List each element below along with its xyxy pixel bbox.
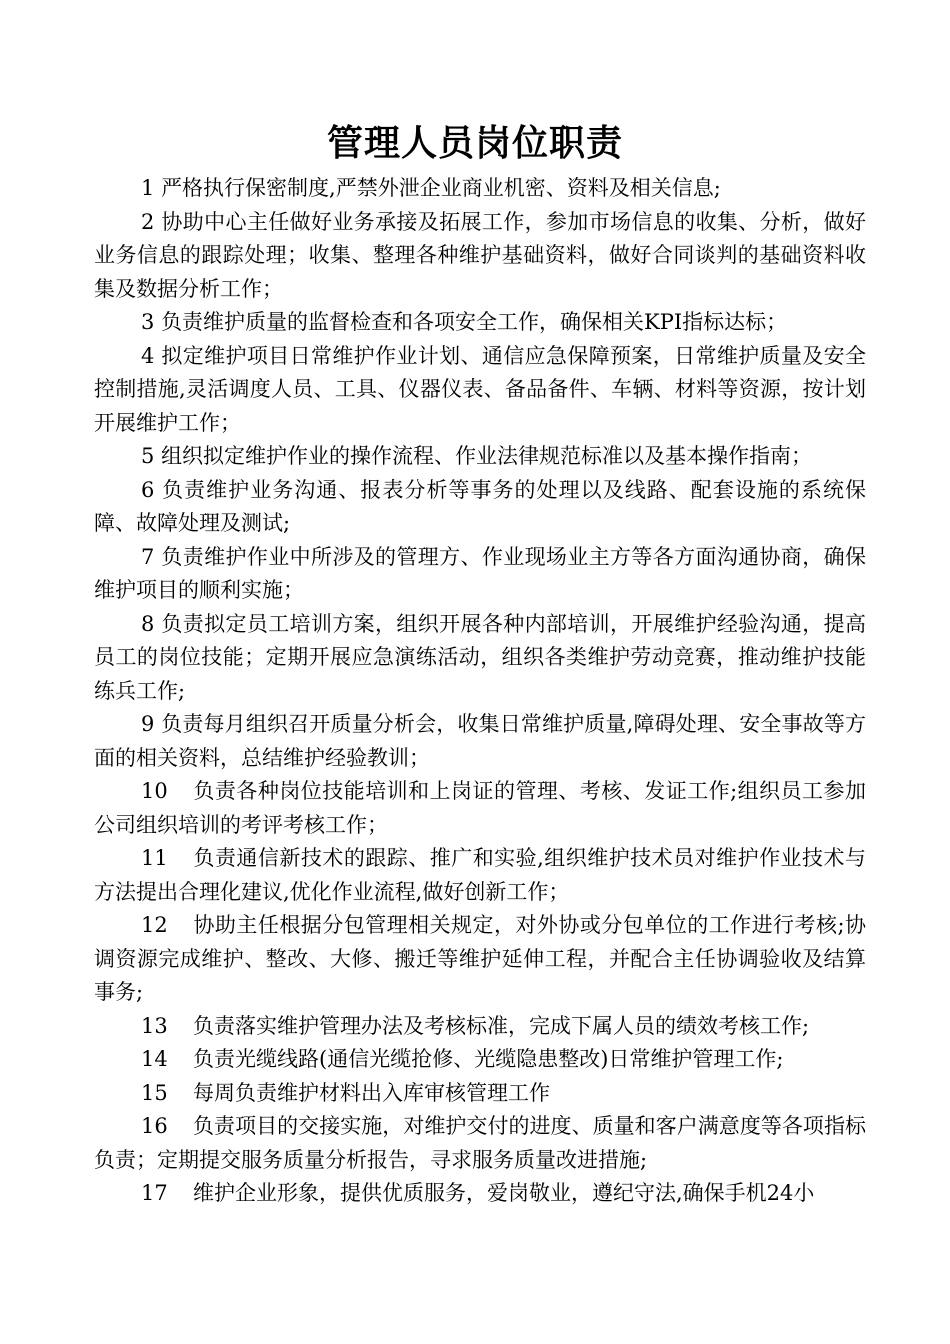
item-number: 1 [141, 176, 155, 200]
list-item [94, 306, 866, 340]
list-item [94, 340, 866, 441]
item-number: 9 [141, 712, 155, 736]
item-text: 严格执行保密制度,严禁外泄企业商业机密、资料及相关信息; [161, 176, 721, 200]
list-item [94, 775, 866, 842]
item-text: 负责光缆线路(通信光缆抢修、光缆隐患整改)日常维护管理工作; [193, 1047, 784, 1071]
item-text: 维护企业形象，提供优质服务，爱岗敬业，遵纪守法,确保手机24小 [193, 1181, 815, 1205]
item-text: 协助中心主任做好业务承接及拓展工作，参加市场信息的收集、分析，做好业务信息的跟踪处理；收集、整理各种维护基础资料，做好合同谈判的基础资料收集及数据分析工作； [94, 209, 866, 301]
list-item [94, 440, 866, 474]
item-text: 每周负责维护材料出入库审核管理工作 [193, 1080, 550, 1105]
item-text: 负责维护业务沟通、报表分析等事务的处理以及线路、配套设施的系统保障、故障处理及测试; [94, 477, 866, 535]
list-item [94, 1043, 866, 1077]
item-text: 负责项目的交接实施，对维护交付的进度、质量和客户满意度等各项指标负责；定期提交服务质量分析报告，寻求服务质量改进措施; [94, 1114, 866, 1172]
page-title: 管理人员岗位职责 [326, 122, 623, 164]
item-text: 协助主任根据分包管理相关规定，对外协或分包单位的工作进行考核;协调资源完成维护、整改、大修、搬迁等维护延伸工程，并配合主任协调验收及结算事务; [94, 913, 866, 1004]
list-item [94, 1077, 866, 1111]
item-text: 负责通信新技术的跟踪、推广和实验,组织维护技术员对维护作业技术与方法提出合理化建议,优化作业流程,做好创新工作； [94, 846, 866, 904]
item-text: 负责每月组织召开质量分析会，收集日常维护质量,障碍处理、安全事故等方面的相关资料，总结维护经验教训； [94, 712, 866, 770]
list-item [94, 474, 866, 541]
item-number: 2 [141, 209, 155, 234]
item-number: 16 [141, 1114, 168, 1138]
list-item [94, 909, 866, 1010]
item-text: 拟定维护项目日常维护作业计划、通信应急保障预案，日常维护质量及安全控制措施,灵活调度人员、工具、仪器仪表、备品备件、车辆、材料等资源，按计划开展维护工作； [94, 343, 866, 435]
item-text: 负责各种岗位技能培训和上岗证的管理、考核、发证工作;组织员工参加公司组织培训的考评考核工作； [94, 779, 866, 837]
item-number: 10 [141, 779, 168, 803]
item-text: 负责维护作业中所涉及的管理方、作业现场业主方等各方面沟通协商，确保维护项目的顺利实施； [94, 544, 866, 602]
item-number: 6 [141, 477, 155, 502]
item-number: 12 [141, 913, 168, 937]
item-text: 负责维护质量的监督检查和各项安全工作，确保相关KPI指标达标； [161, 310, 788, 334]
list-item [94, 206, 866, 307]
item-number: 4 [141, 343, 155, 368]
item-text: 负责落实维护管理办法及考核标准，完成下属人员的绩效考核工作; [193, 1013, 810, 1038]
list-item [94, 842, 866, 909]
list-item [94, 172, 866, 206]
item-number: 7 [141, 544, 155, 569]
item-number: 13 [141, 1013, 168, 1038]
list-item [94, 541, 866, 608]
list-item [94, 1177, 866, 1211]
list-item [94, 608, 866, 709]
list-item [94, 1010, 866, 1044]
item-text: 负责拟定员工培训方案，组织开展各种内部培训，开展维护经验沟通，提高员工的岗位技能；定期开展应急演练活动，组织各类维护劳动竞赛，推动维护技能练兵工作; [94, 611, 866, 703]
duty-list [94, 172, 866, 1211]
item-number: 8 [141, 611, 155, 636]
item-number: 17 [141, 1181, 168, 1205]
item-number: 11 [141, 846, 168, 870]
item-number: 14 [141, 1047, 168, 1071]
item-number: 5 [141, 444, 155, 468]
list-item [94, 1110, 866, 1177]
item-text: 组织拟定维护作业的操作流程、作业法律规范标准以及基本操作指南； [161, 444, 813, 468]
item-number: 15 [141, 1080, 168, 1105]
item-number: 3 [141, 310, 155, 334]
list-item [94, 708, 866, 775]
